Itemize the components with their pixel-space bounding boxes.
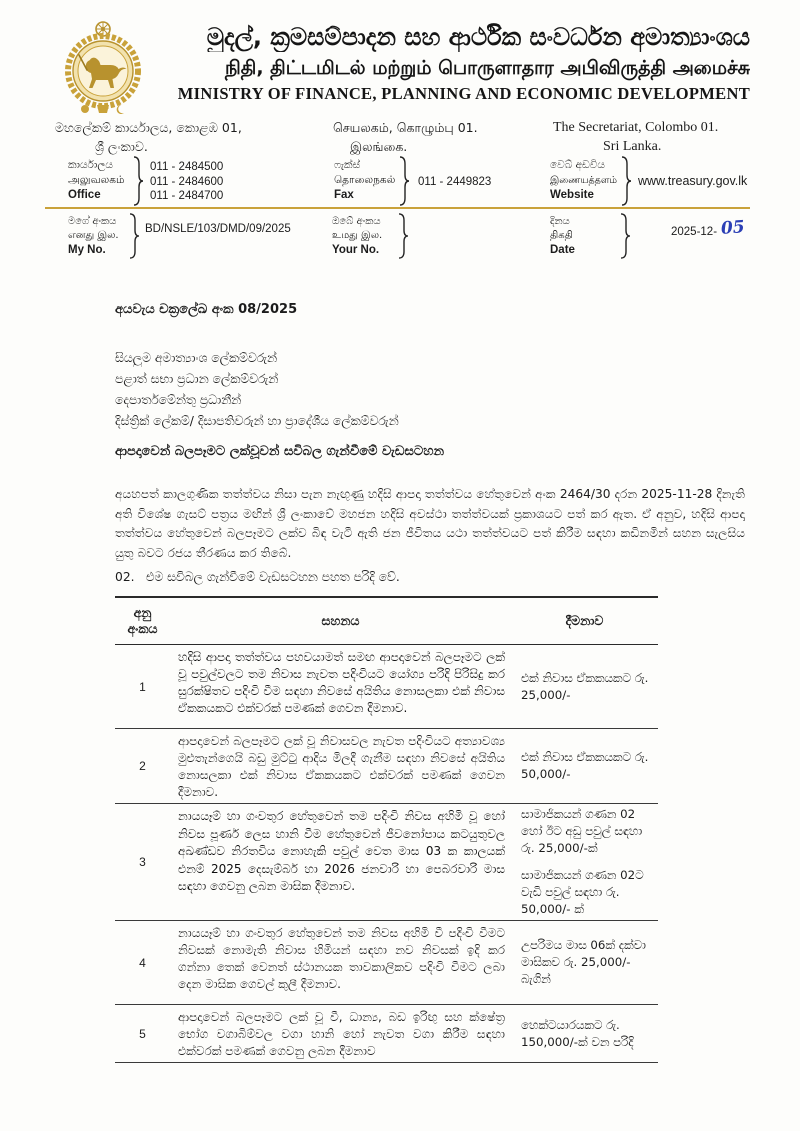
office-phone-1: 011 - 2484500: [150, 161, 224, 173]
table-row: [115, 921, 658, 1005]
address-tamil-line2: இலங்கை.: [350, 139, 408, 154]
row-number: 5: [115, 1005, 170, 1063]
addressee-line: සියලුම අමාත්‍යාංශ ලේකම්වරුන්: [115, 351, 277, 365]
your-no-label-tamil: உமது இல.: [332, 230, 383, 241]
office-label: [68, 158, 132, 203]
fax-label-english: Fax: [334, 189, 354, 201]
date-label-tamil: திகதி: [550, 230, 573, 241]
address-sinhala-line2: ශ්‍රී ලංකාව.: [95, 139, 148, 154]
column-header-serial-line1: අනු: [133, 605, 152, 620]
fax-number: 011 - 2449823: [418, 176, 492, 188]
column-header-serial-line2: අංකය: [127, 621, 158, 636]
paragraph-2-text: එම සවිබල ගැන්වීමේ වැඩසටහන පහත පරිදි වේ.: [146, 570, 400, 584]
my-no-label-english: My No.: [68, 244, 106, 256]
curly-brace-icon: [619, 213, 631, 259]
date-handwritten-day: 05: [720, 217, 746, 239]
relief-description: ආපදාවෙන් බලපෑමට ලක් වූ නිවාසවල නැවත පදිංචියට අත්‍යාවශ්‍ය මුළුතැන්ගෙයි බඩු මුට්ටු ආදිය මිලදී ගැනීම සඳහා නිවසේ අයිතිය නොසලකා එක් නිවාස ඒකකයකට එක්වරක් පමණක් ගෙවන දීමනාව.: [170, 729, 511, 804]
row-number: 3: [115, 804, 170, 921]
my-reference-number: BD/NSLE/103/DMD/09/2025: [145, 223, 291, 235]
office-label-tamil: அலுவலகம்: [68, 174, 125, 186]
my-no-label-sinhala: මගේ අංකය: [68, 216, 117, 227]
website-label: [550, 158, 618, 203]
your-no-label-english: Your No.: [332, 244, 380, 256]
relief-description: නායයෑම් හා ගංවතුර හේතුවෙන් තම නිවස අහිමි වී පදිංචි වීමට නිවසක් නොමැති නිවාස හිමියන් සඳහා නව නිවසක් ඉදි කර ගන්නා තෙක් වෙනත් ස්ථානයක තාවකාලිකව පදිංචි වීමට ලබා දෙන මාසික ගෙවල් කුලී දීමනාව.: [170, 921, 511, 1005]
allowance-amount: සාමාජිකයන් ගණන 02ට වැඩි පවුල් සඳහා රු. 50,000/- ක්: [521, 868, 644, 916]
table-row: [115, 804, 658, 921]
curly-brace-icon: [132, 156, 144, 206]
addressee-line: දෙපාර්තමේන්තු ප්‍රධානීන්: [115, 393, 242, 407]
address-tamil-line1: செயலகம், கொழும்பு 01.: [333, 120, 478, 135]
fax-label: [334, 158, 398, 203]
circular-subject: ආපදාවෙන් බලපෑමට ලක්වූවන් සවිබල ගැන්වීමේ වැඩසටහන: [115, 444, 445, 459]
date-label: [550, 215, 614, 257]
allowance-amount: එක් නිවාස ඒකකයකට රු. 50,000/-: [521, 750, 649, 781]
relief-description: නායයෑම් හා ගංවතුර හේතුවෙන් තම පදිංචි නිවස අහිමි වූ හෝ නිවස පූර්ණ ලෙස හානි වීම හේතුවෙන් ජීවනෝපාය කටයුතුවල අඛණ්ඩව නිරතවිය නොහැකි පවුල් වෙත මාස 03 ක කාලයක් එනම් 2025 දෙසැම්බර් හා 2026 ජනවාරි හා පෙබරවාරි මාස සඳහා ගෙවනු ලබන මාසික දීමනාව.: [170, 804, 511, 921]
curly-brace-icon: [397, 213, 409, 259]
paragraph-2-number: 02.: [115, 570, 135, 584]
allowance-cell: [511, 804, 658, 921]
date-label-english: Date: [550, 244, 575, 256]
website-label-sinhala: වෙබ් අඩවිය: [550, 159, 605, 171]
row-number: 4: [115, 921, 170, 1005]
table-row: [115, 645, 658, 729]
curly-brace-icon: [128, 213, 140, 259]
ministry-title-tamil: நிதி, திட்டமிடல் மற்றும் பொருளாதார அபிவிருத்தி அமைச்சு: [225, 57, 750, 79]
allowance-cell: [511, 729, 658, 804]
fax-label-sinhala: ෆැක්ස්: [334, 159, 361, 171]
my-no-label-tamil: எனது இல.: [68, 230, 119, 241]
circular-number: අයවැය චක්‍රලේඛ අංක 08/2025: [115, 302, 298, 317]
column-header-relief: සහනය: [170, 597, 511, 645]
paragraph-1: අයහපත් කාලගුණික තත්ත්වය නිසා පැන නැඟුණු හදිසි ආපදා තත්ත්වය හේතුවෙන් අංක 2464/30 දරන 2025-11-28 දිනැති අති විශේෂ ගැසට් පත්‍රය මඟින් ශ්‍රී ලංකාවේ මහජන හදිසි අවස්ථා තත්ත්වයක් ප්‍රකාශයට පත් කර ඇත. ඒ අනුව, හදිසි ආපදා තත්ත්වය හේතුවෙන් බලපෑමට ලක්ව බිඳ වැටී ඇති ජන ජීවිතය යථා තත්ත්වයට පත් කිරීම සඳහා කඩිනමින් සහන සැලසිය යුතු බවට රජය තීරණය කර තිබේ.: [115, 487, 745, 560]
allowance-cell: [511, 1005, 658, 1063]
address-english-line1: The Secretariat, Colombo 01.: [553, 120, 719, 135]
website-url: www.treasury.gov.lk: [638, 174, 748, 188]
your-no-label: [332, 215, 394, 257]
allowance-amount: හෙක්ටයාරයකට රු. 150,000/-ක් වන පරිදි: [521, 1017, 634, 1049]
date-printed: 2025-12-: [671, 226, 718, 238]
office-phone-3: 011 - 2484700: [150, 190, 224, 202]
allowance-amount: එක් නිවාස ඒකකයකට රු. 25,000/-: [521, 670, 649, 702]
table-row: [115, 729, 658, 804]
table-header-row: [115, 597, 658, 645]
curly-brace-icon: [620, 156, 632, 206]
date-label-sinhala: දිනය: [550, 216, 570, 227]
allowance-cell: [511, 645, 658, 729]
relief-description: හදිසි ආපදා තත්ත්වය පහවයාමත් සමඟ ආපදාවෙන් බලපෑමට ලක් වූ පවුල්වලට තම නිවාස නැවත පදිංචියට යෝග්‍ය පරිදි පිරිසිදු කර සුරක්ෂිතව පදිංචි වීම සඳහා නිවසේ අයිතිය නොසලකා එක් නිවාස ඒකකයකට එක්වරක් පමණක් ගෙවන දීමනාව.: [170, 645, 511, 729]
curly-brace-icon: [398, 156, 410, 206]
website-label-english: Website: [550, 189, 594, 201]
state-emblem-icon: [60, 20, 146, 116]
my-no-label: [68, 215, 128, 257]
allowance-amount: උපරිමය මාස 06ක් දක්වා මාසිකව රු. 25,000/- බැගින්: [521, 938, 646, 986]
allowance-cell: [511, 921, 658, 1005]
office-label-sinhala: කාර්යාලය: [68, 159, 113, 171]
row-number: 2: [115, 729, 170, 804]
address-sinhala-line1: මහලේකම් කාර්යාලය, කොළඹ 01,: [55, 120, 242, 135]
allowance-amount: සාමාජිකයන් ගණන 02 හෝ ඊට අඩු පවුල් සඳහා රු. 25,000/-ක්: [521, 807, 643, 855]
relief-table: [115, 596, 658, 1063]
office-label-english: Office: [68, 189, 101, 201]
website-label-tamil: இணையத்தளம்: [550, 175, 618, 186]
address-english-line2: Sri Lanka.: [603, 139, 662, 154]
relief-description: ආපදාවෙන් බලපෑමට ලක් වූ වී, ධාන්‍ය, බඩ ඉරිඟු සහ ක්ෂේත්‍ර භෝග වගාබිම්වල වගා හානි හෝ නැවත වගා කිරීම සඳහා එක්වරක් පමණක් ගෙවනු ලබන දීමනාව: [170, 1005, 511, 1063]
column-header-serial: [115, 597, 170, 645]
ministry-title-english: MINISTRY OF FINANCE, PLANNING AND ECONOMIC DEVELOPMENT: [177, 84, 750, 103]
column-header-allowance: දීමනාව: [511, 597, 658, 645]
table-row: [115, 1005, 658, 1063]
your-no-label-sinhala: ඔබේ අංකය: [332, 216, 381, 227]
row-number: 1: [115, 645, 170, 729]
office-phone-2: 011 - 2484600: [150, 176, 224, 188]
addressee-line: පළාත් සභා ප්‍රධාන ලේකම්වරුන්: [115, 372, 279, 386]
ministry-title-sinhala: මුදල්, ක්‍රමසම්පාදන සහ ආර්ථික සංවර්ධන අමාත්‍යාංශය: [206, 23, 750, 51]
addressee-line: දිස්ත්‍රික් ලේකම්/ දිසාපතිවරුන් හා ප්‍රාදේශීය ලේකම්වරුන්: [115, 414, 399, 428]
fax-label-tamil: தொலைநகல்: [334, 174, 396, 186]
letterhead-divider: [45, 207, 750, 209]
